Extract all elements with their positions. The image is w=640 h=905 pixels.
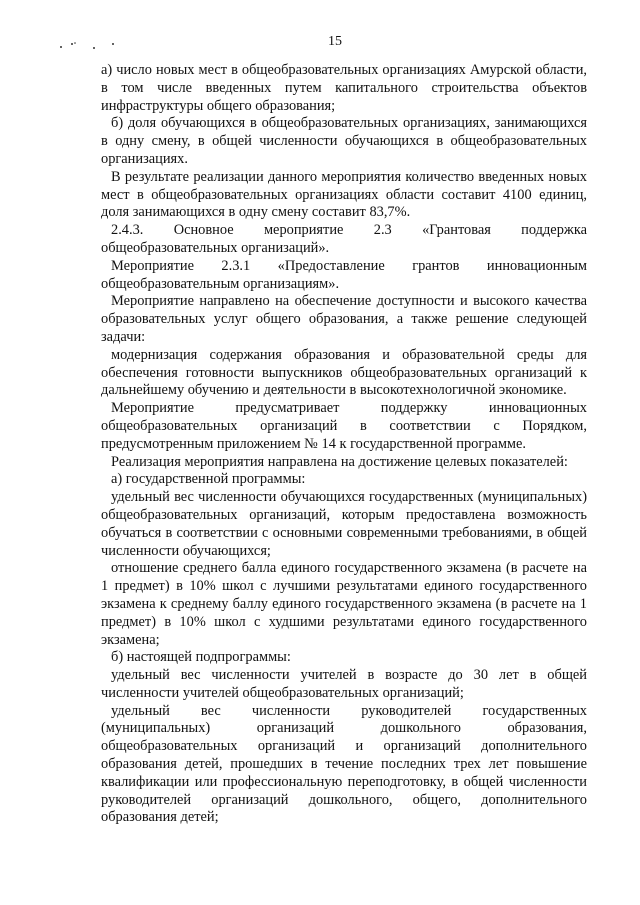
paragraph: удельный вес численности обучающихся государственных (муниципальных) общеобразовательных организаций, которым предоставлена возможность обучаться в соответствии с основными современными требованиями, в общей численности обучающихся; <box>101 489 587 559</box>
paragraph: отношение среднего балла единого государственного экзамена (в расчете на 1 предмет) в 10% школ с лучшими результатами единого государственного экзамена к среднему баллу единого государственного экзамена (в расчете на 1 предмет) в 10% школ с худшими результатами единого государственного экзамена; <box>101 560 587 648</box>
paragraph: 2.4.3. Основное мероприятие 2.3 «Грантовая поддержка общеобразовательных организаций». <box>101 222 587 256</box>
paragraph: а) число новых мест в общеобразовательных организациях Амурской области, в том числе введенных путем капитального строительства объектов инфраструктуры общего образования; <box>101 62 587 114</box>
paragraph: Мероприятие предусматривает поддержку инновационных общеобразовательных организаций в соответствии с Порядком, предусмотренным приложением № 14 к государственной программе. <box>101 400 587 452</box>
paragraph: Мероприятие направлено на обеспечение доступности и высокого качества образовательных услуг общего образования, а также решение следующей задачи: <box>101 293 587 345</box>
page-number: 15 <box>328 34 342 49</box>
paragraph: Мероприятие 2.3.1 «Предоставление грантов инновационным общеобразовательным организациям». <box>101 257 587 292</box>
paragraph: удельный вес численности руководителей государственных (муниципальных) организаций дошкольного образования, общеобразовательных организаций и организаций дополнительного образования детей, прошедших в течение последних трех лет повышение квалификации или профессиональную переподготовку, в общей численности руководителей организаций дошкольного, общего, дополнительного образования детей; <box>101 702 587 826</box>
paragraph: Реализация мероприятия направлена на достижение целевых показателей: <box>111 453 568 470</box>
document-body <box>101 62 587 827</box>
paragraph: удельный вес численности учителей в возрасте до 30 лет в общей численности учителей общеобразовательных организаций; <box>101 667 587 701</box>
paragraph: б) доля обучающихся в общеобразовательных организациях, занимающихся в одну смену, в общей численности обучающихся в общеобразовательных организациях. <box>101 115 587 167</box>
paragraph: В результате реализации данного мероприятия количество введенных новых мест в общеобразовательных организациях области составит 4100 единиц, доля занимающихся в одну смену составит 83,7%. <box>101 168 587 221</box>
paragraph: б) настоящей подпрограммы: <box>111 649 291 666</box>
paragraph: а) государственной программы: <box>111 471 306 488</box>
paragraph: модернизация содержания образования и образовательной среды для обеспечения готовности выпускников общеобразовательных организаций к дальнейшему обучению и деятельности в высокотехнологичной экономике. <box>101 346 587 399</box>
